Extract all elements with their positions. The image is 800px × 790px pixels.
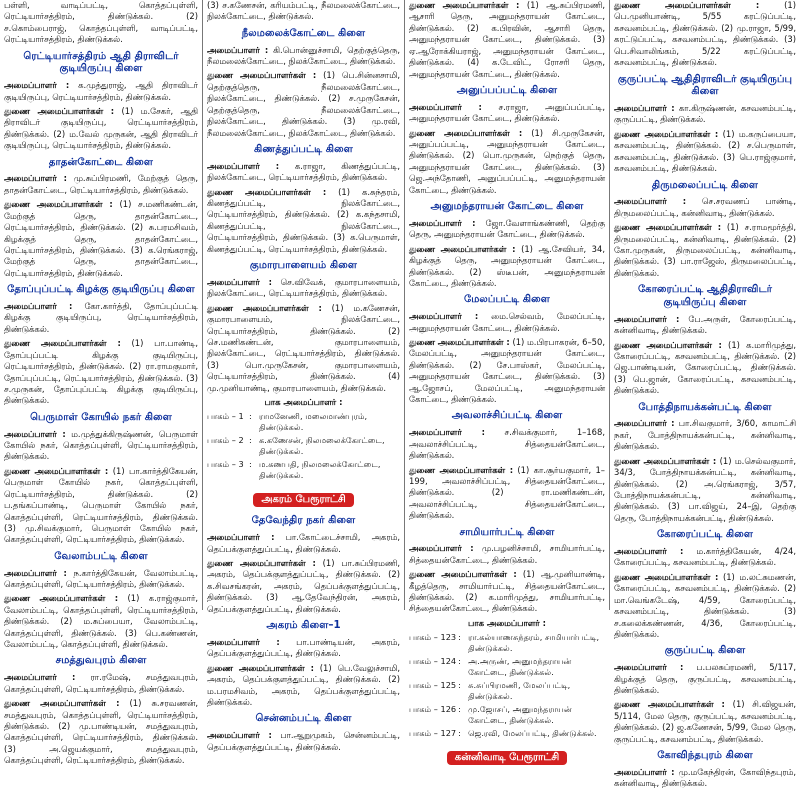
table-row: பாகம் – 2 : க.கணேசன், நிலமலைக்கோட்டை, திண்டுக்கல். (207, 435, 400, 459)
deputy-organizers-paragraph: துணை அமைப்பாளர்கள் : (1) ம.லட்சுமணன், கோரைப்பட்டி, கசவனம்பட்டி, திண்டுக்கல். (2) மா.வெங்கடேஷ், 4/59, கோரைப்பட்டி, கசவனம்பட்டி, திண்டுக்கல். (3) ச.கலைக்கண்ணன், 4/36, கோரைப்பட்டி, திண்டுக்கல். (614, 571, 796, 639)
ward-table (409, 632, 605, 742)
section-heading: குருப்பட்டி கிளை (664, 645, 746, 657)
organizer-paragraph: அமைப்பாளர் : மு.பழனிச்சாமி, சாமியார்பட்டி, சித்தையன்கோட்டை, திண்டுக்கல். (409, 543, 605, 565)
column-3 (405, 0, 610, 764)
section-heading: திருமலைப்பட்டி கிளை (651, 179, 759, 191)
ward-number: பாகம் – 127 (409, 728, 457, 739)
ward-caption: பாக அமைப்பாளர் : (468, 617, 546, 628)
organizer-paragraph: அமைப்பாளர் : ரா.ரமேஷ், சமத்துவபுரம், கொத்தப்புள்ளி, ரெட்டியார்சத்திரம், திண்டுக்கல். (4, 672, 198, 694)
ward-organizer: ஜெ.ரவி, மேலப்பட்டி, திண்டுக்கல். (468, 728, 597, 739)
ward-number: பாகம் – 1 (207, 411, 244, 422)
ward-number: பாகம் – 2 (207, 435, 244, 446)
ward-organizer: மு.ஜோசப், அனுமந்தராயன் கோட்டை, திண்டுக்கல். (468, 704, 572, 726)
organizer-paragraph: அமைப்பாளர் : மை.செல்வம், மேலப்பட்டி, அனுமந்தராயன் கோட்டை, திண்டுக்கல். (409, 311, 605, 333)
section-heading: குருப்பட்டி ஆதிதிராவிடர் குடியிருப்பு கிளை (617, 73, 793, 98)
table-row: பாகம் – 126 : மு.ஜோசப், அனுமந்தராயன் கோட்டை, திண்டுக்கல். (409, 704, 605, 728)
section-heading: கிணத்துப்பட்டி கிளை (254, 143, 353, 155)
table-row: பாகம் – 127 : ஜெ.ரவி, மேலப்பட்டி, திண்டுக்கல். (409, 728, 605, 741)
organizer-paragraph: அமைப்பாளர் : பே.அருள், கோரைப்பட்டி, கன்னிவாடி, திண்டுக்கல். (614, 313, 796, 336)
deputy-organizers-paragraph: துணை அமைப்பாளர்கள் : (1) க.மாரிமுத்து, கோரைப்பட்டி, கசவனம்பட்டி, திண்டுக்கல். (2) ஜெ.பாண்டியன், கோரைப்பட்டி, திண்டுக்கல். (3) பெ.ஜான், கோரைப்பட்டி, கசவனம்பட்டி, திண்டுக்கல். (614, 339, 796, 396)
column-4 (610, 0, 800, 789)
organizer-paragraph: அமைப்பாளர் : ம.கார்த்திகேயன், 4/24, கோரைப்பட்டி, கசவனம்பட்டி, திண்டுக்கல். (614, 546, 796, 568)
deputy-organizers-paragraph: துணை அமைப்பாளர்கள் : (1) பா.கார்த்திகேயன், பெருமாள் கோயில் நகர், கொத்தப்புள்ளி, ரெட்டியார்சத்திரம், திண்டுக்கல். (2) ப.தங்கப்பாண்டி, பெருமாள் கோயில் நகர், கொத்தப்புள்ளி, ரெட்டியார்சத்திரம், திண்டுக்கல். (3) மு.சிவக்குமார், பெருமாள் கோயில் நகர், கொத்தப்புள்ளி, ரெட்டியார்சத்திரம், திண்டுக்கல். (4, 465, 198, 545)
organizer-paragraph: அமைப்பாளர் : மு.மகேந்திரன், கோவிந்தபுரம், கன்னிவாடி, திண்டுக்கல். (614, 766, 796, 789)
column-1 (0, 0, 203, 766)
ward-number: பாகம் – 126 (409, 704, 457, 715)
ward-number: பாகம் – 123 (409, 631, 457, 642)
deputy-organizers-paragraph: துணை அமைப்பாளர்கள் : (1) பெ.முனியாண்டி, 5/55 கரட்டுப்பட்டி, கசவனம்பட்டி, திண்டுக்கல். (2) மு.ராஜா, 5/99, கரட்டுப்பட்டி, கசவனம்பட்டி, திண்டுக்கல். (3) பெ.சிவாலிங்கம், 5/22 கரட்டுப்பட்டி, கசவனம்பட்டி, திண்டுக்கல். (614, 0, 797, 68)
deputy-organizers-paragraph: துணை அமைப்பாளர்கள் : (1) ம.பிரபாகரன், 6–50, மேலப்பட்டி, அனுமந்தராயன் கோட்டை, திண்டுக்கல். (2) சே.பாஸ்கர், மேலப்பட்டி, அனுமந்தராயன் கோட்டை, திண்டுக்கல். (3) ஆ.ஜோசப், மேலப்பட்டி, அனுமந்தராயன் கோட்டை, திண்டுக்கல். (409, 336, 605, 405)
ward-organizer: அ.அருண், அனுமந்தராயன் கோட்டை, திண்டுக்கல். (468, 656, 572, 678)
section-heading: கோரைப்பட்டி கிளை (656, 529, 754, 541)
organizer-paragraph: அமைப்பாளர் : மு.சுப்பிரமணி, மேற்குத் தெரு, தாதன்கோட்டை, ரெட்டியார்சத்திரம், திண்டுக்கல். (4, 173, 198, 195)
organizer-paragraph: அமைப்பாளர் : க.முத்துராஜ், ஆதி திராவிடர் குடியிருப்பு, ரெட்டியார்சத்திரம், திண்டுக்கல். (4, 80, 198, 102)
organizer-paragraph: அமைப்பாளர் : ந.கார்த்திகேயன், வேலாம்பட்டி, கொத்தப்புள்ளி, ரெட்டியார்சத்திரம், திண்டுக்கல். (4, 567, 198, 589)
organizer-paragraph: அமைப்பாளர் : ச.ராஜா, அனுப்பப்பட்டி, அனுமந்தராயன் கோட்டை, திண்டுக்கல். (409, 101, 605, 124)
organizer-paragraph: அமைப்பாளர் : பா.பாண்டியன், அகரம், தெப்பக்குளத்துப்பட்டி, திண்டுக்கல். (207, 636, 400, 659)
section-heading: தேவேந்திர நகர் கிளை (251, 515, 356, 527)
deputy-organizers-paragraph: துணை அமைப்பாளர்கள் : (1) ம.கணேசன், குமாரபாளையம், நிலக்கோட்டை, ரெட்டியார்சத்திரம், திண்டுக்கல். (2) செ.மணிகண்டன், குமாரபாளையம், நிலக்கோட்டை, ரெட்டியார்சத்திரம், திண்டுக்கல். (3) பொ.முருகேசன், குமாரபாளையம், ரெட்டியார்சத்திரம், திண்டுக்கல். (4) மு.முனியாண்டி, குமாரபாளையம், திண்டுக்கல். (207, 302, 400, 393)
section-heading: குமாரபாளையம் கிளை (249, 260, 358, 272)
table-row: பாகம் – 123 : ரா.கல்யாணசுந்தரம், சாமியார்பட்டி, திண்டுக்கல். (409, 632, 605, 656)
section-heading: தோப்புப்பட்டி கிழக்கு குடியிருப்பு கிளை (7, 284, 195, 296)
section-heading: நீலமலைக்கோட்டை கிளை (241, 27, 366, 39)
section-heading: அவலாச்சிப்பட்டி கிளை (451, 410, 563, 422)
ward-organizer: ராமனேணி, மலைமாண்புரம், திண்டுக்கல். (259, 411, 368, 433)
organizer-paragraph: அமைப்பாளர் : ப.பலசுப்ரமணி, 5/117, கிழக்குத் தெரு, குருப்பட்டி, கசவனம்பட்டி, திண்டுக்கல். (614, 662, 796, 695)
organizer-paragraph: அமைப்பாளர் : ச.சிவக்குமார், 1–168, அவலாச்சிப்பட்டி, சித்தையன்கோட்டை, திண்டுக்கல். (409, 427, 605, 461)
deputy-organizers-paragraph: துணை அமைப்பாளர்கள் : (1) கா.சூர்யகுமார், 1–199, அவலாச்சிப்பட்டி, சித்தையன்கோட்டை, திண்டுக்கல். (2) ரா.மணிகண்டன், அவலாச்சிப்பட்டி, சித்தையன்கோட்டை, திண்டுக்கல். (409, 464, 605, 521)
deputy-organizers-paragraph: துணை அமைப்பாளர்கள் : (1) ச.ராமமூர்த்தி, திருமலைப்பட்டி, கன்னிவாடி, திண்டுக்கல். (2) கோ.முருகன், திருமலைப்பட்டி, கன்னிவாடி, திண்டுக்கல். (3) பா.ராஜேஸ், திருமலைப்பட்டி, திண்டுக்கல். (614, 222, 796, 278)
deputy-organizers-paragraph: துணை அமைப்பாளர்கள் : (1) ம.சேகர், ஆதி திராவிடர் குடியிருப்பு, ரெட்டியார்சத்திரம், திண்டுக்கல். (2) ம.வேல் முருகன், ஆதி திராவிடர் குடியிருப்பு, ரெட்டியார்சத்திரம், திண்டுக்கல். (4, 106, 198, 151)
section-heading: பெருமாள் கோயில் நகர் கிளை (30, 411, 172, 423)
section-heading: சமத்துவபுரம் கிளை (55, 655, 147, 667)
organizer-paragraph: அமைப்பாளர் : செ.சரவணப் பாண்டி, திருமலைப்பட்டி, கன்னிவாடி, திண்டுக்கல். (614, 196, 796, 218)
deputy-organizers-paragraph: துணை அமைப்பாளர்கள் : (1) பெ.சின்னசாமி, தெற்குத்தெரு, நீலமலைக்கோட்டை, நிலக்கோட்டை, திண்டுக்கல். (2) ச.முருகேசன், தெற்குத்தெரு, நீலமலைக்கோட்டை, நிலக்கோட்டை, திண்டுக்கல். (3) மு.ரவி, நீலமலைக்கோட்டை, நிலக்கோட்டை, திண்டுக்கல். (207, 70, 401, 138)
deputy-organizers-paragraph: துணை அமைப்பாளர்கள் : (1) சு.சரவணன், சமத்துவபுரம், கொத்தப்புள்ளி, ரெட்டியார்சத்திரம், திண்டுக்கல். (2) மு.பாண்டியன், சமத்துவபுரம், கொத்தப்புள்ளி, ரெட்டியார்சத்திரம், திண்டுக்கல். (3) அ.ஜெயக்குமார், சமத்துவபுரம், கொத்தப்புள்ளி, ரெட்டியார்சத்திரம், திண்டுக்கல். (4, 698, 199, 766)
ward-number: பாகம் – 125 (409, 680, 457, 691)
deputy-organizers-paragraph: துணை அமைப்பாளர்கள் : (1) பா.சுப்பிரமணி, அகரம், தெப்பக்குளத்துப்பட்டி, திண்டுக்கல். (2) க.சிவசங்கரன், அகரம், தெப்பக்குளத்துப்பட்டி, திண்டுக்கல். (3) ஆ.தேவேந்திரன், அகரம், தெப்பக்குளத்துப்பட்டி, திண்டுக்கல். (207, 558, 400, 614)
ward-number: பாகம் – 124 (409, 656, 457, 667)
ward-table (207, 411, 400, 483)
organizer-paragraph: அமைப்பாளர் : கா.கிருஷ்ணன், கசவனம்பட்டி, குருப்பட்டி, திண்டுக்கல். (614, 103, 796, 125)
organizer-paragraph: அமைப்பாளர் : கோ.கார்த்தி, தோப்புப்பட்டி கிழக்கு குடியிருப்பு, ரெட்டியார்சத்திரம், திண்டுக்கல். (4, 301, 198, 334)
paragraph: பள்ளி, வாடிப்பட்டி, கொத்தப்புள்ளி, ரெட்டியார்சத்திரம், திண்டுக்கல். (2) ச.கொம்பைராஜ், கொத்தப்புள்ளி, வாடிப்பட்டி, ரெட்டியார்சத்திரம், திண்டுக்கல். (4, 0, 198, 45)
deputy-organizers-paragraph: துணை அமைப்பாளர்கள் : (1) ஆ.சுப்பிரமணி, ஆசாரி தெரு, அனுமந்தராயன் கோட்டை, திண்டுக்கல். (2) க.பிரவின், ஆசாரி தெரு, அனுமந்தராயன் கோட்டை, திண்டுக்கல். (3) ஏ.ஆரோக்கியராஜ், அனுமந்தராயன் கோட்டை, திண்டுக்கல். (4) க.டேவிட், ரோசரி தெரு, அனுமந்தராயன் கோட்டை, திண்டுக்கல். (409, 0, 605, 79)
section-heading: கோரைப்பட்டி ஆதிதிராவிடர் குடியிருப்பு கிளை (637, 284, 773, 309)
union-banner: கன்னிவாடி பேரூராட்சி (447, 751, 567, 765)
deputy-organizers-paragraph: துணை அமைப்பாளர்கள் : (1) ம.கருப்பையா, கசவனம்பட்டி, திண்டுக்கல். (2) ச.பெருமாள், கசவனம்பட்டி, திண்டுக்கல். (3) பெ.ராஜ்குமார், கசவனம்பட்டி, திண்டுக்கல். (614, 128, 796, 174)
section-heading: சென்னம்பட்டி கிளை (255, 713, 352, 725)
union-banner: அகரம் பேரூராட்சி (253, 493, 353, 507)
organizer-paragraph: அமைப்பாளர் : ஜோ.வேளாங்கண்ணி, தெற்கு தெரு, அனுமந்தராயன் கோட்டை, திண்டுக்கல். (409, 217, 605, 240)
organizer-paragraph: அமைப்பாளர் : பா.கோட்டைச்சாமி, அகரம், தெப்பக்குளத்துப்பட்டி, திண்டுக்கல். (207, 532, 400, 554)
deputy-organizers-paragraph: துணை அமைப்பாளர்கள் : (1) பா.பாண்டி, தோப்புப்பட்டி கிழக்கு குடியிருப்பு, ரெட்டியார்சத்திரம், திண்டுக்கல். (2) ரா.ராமகுமார், தோப்புப்பட்டி, ரெட்டியார்சத்திரம், திண்டுக்கல். (3) ச.முருகன், தோப்புப்பட்டி கிழக்கு குடியிருப்பு, திண்டுக்கல். (4, 338, 198, 406)
ward-organizer: சு.சுப்பிரமணி, மேலப்பட்டி, திண்டுக்கல். (468, 680, 571, 702)
section-heading: அனுமந்தராயன் கோட்டை கிளை (430, 201, 584, 213)
section-heading: அனுப்பப்பட்டி கிளை (456, 84, 558, 96)
organizer-paragraph: அமைப்பாளர் : க.ராஜா, கிணத்துப்பட்டி, நிலக்கோட்டை, ரெட்டியார்சத்திரம், திண்டுக்கல். (207, 160, 401, 183)
deputy-organizers-paragraph: துணை அமைப்பாளர்கள் : (1) ஆ.சேவியர், 34, கிழக்குத் தெரு, அனுமந்தராயன் கோட்டை, திண்டுக்கல். (2) ஸ்டீபன், அனுமந்தராயன் கோட்டை, திண்டுக்கல். (409, 243, 605, 288)
section-heading: அகரம் கிளை–1 (266, 620, 341, 632)
deputy-organizers-paragraph: துணை அமைப்பாளர்கள் : (1) சி.விஜயன், 5/114, மேல தெரு, குருப்பட்டி, கசவனம்பட்டி, திண்டுக்கல். (2) ஜ.கணேசன், 5/99, மேல தெரு, குருப்பட்டி, கசவனம்பட்டி, திண்டுக்கல். (614, 699, 797, 744)
table-row: பாகம் – 1 : ராமனேணி, மலைமாண்புரம், திண்டுக்கல். (207, 411, 400, 435)
ward-number: பாகம் – 3 (207, 459, 244, 470)
deputy-organizers-paragraph: துணை அமைப்பாளர்கள் : (1) க.சுந்தரம், கிணத்துப்பட்டி, நிலக்கோட்டை, ரெட்டியார்சத்திரம், திண்டுக்கல். (2) க.கந்தசாமி, கிணத்துப்பட்டி, நிலக்கோட்டை, ரெட்டியார்சத்திரம், திண்டுக்கல். (3) க.பெருமாள், கிணத்துப்பட்டி, ரெட்டியார்சத்திரம், திண்டுக்கல். (207, 186, 401, 254)
deputy-organizers-paragraph: துணை அமைப்பாளர்கள் : (1) ஆ.முனியாண்டி, கீழத்தெரு, சாமியார்பட்டி, சித்தையன்கோட்டை, திண்டுக்கல். (2) க.மாரிமுத்து, சாமியார்பட்டி, சித்தையன்கோட்டை, திண்டுக்கல். (409, 569, 605, 614)
organizer-paragraph: அமைப்பாளர் : பா.சிவகுமார், 3/60, காமாட்சி நகர், போத்திநாயக்கன்பட்டி, கன்னிவாடி, திண்டுக்கல். (614, 418, 796, 452)
table-row: பாகம் – 125 : சு.சுப்பிரமணி, மேலப்பட்டி, திண்டுக்கல். (409, 680, 605, 704)
section-heading: வேலாம்பட்டி கிளை (54, 550, 148, 562)
section-heading: தாதன்கோட்டை கிளை (48, 156, 154, 168)
deputy-organizers-paragraph: துணை அமைப்பாளர்கள் : (1) பெ.வேலுச்சாமி, அகரம், தெப்பக்குளத்துப்பட்டி, திண்டுக்கல். (2) ம.பரமசிவம், அகரம், தெப்பக்குளத்துப்பட்டி, திண்டுக்கல். (207, 662, 400, 707)
deputy-organizers-paragraph: துணை அமைப்பாளர்கள் : (1) க.ராஜ்குமார், வேலாம்பட்டி, கொத்தப்புள்ளி, ரெட்டியார்சத்திரம், திண்டுக்கல். (2) ம.சுப்பையா, வேலாம்பட்டி, கொத்தப்புள்ளி, திண்டுக்கல். (3) பெ.கண்ணன், வேலாம்பட்டி, கொத்தப்புள்ளி, திண்டுக்கல். (4, 593, 198, 650)
section-heading: கோவிந்தபுரம் கிளை (657, 750, 753, 762)
organizer-paragraph: அமைப்பாளர் : கி.பொன்னுச்சாமி, தெற்குத்தெரு, நீலமலைக்கோட்டை, நிலக்கோட்டை, திண்டுக்கல். (207, 44, 400, 67)
organizer-paragraph: அமைப்பாளர் : செ.விவேக், குமாரபாளையம், நிலக்கோட்டை, ரெட்டியார்சத்திரம், திண்டுக்கல். (207, 276, 400, 299)
ward-caption: பாக அமைப்பாளர் : (264, 397, 343, 408)
table-row: பாகம் – 124 : அ.அருண், அனுமந்தராயன் கோட்டை, திண்டுக்கல். (409, 656, 605, 680)
organizer-paragraph: அமைப்பாளர் : பா.ஆறுமுகம், சென்னம்பட்டி, தெப்பக்குளத்துப்பட்டி, திண்டுக்கல். (207, 730, 401, 752)
ward-organizer: ம.கணபதி, நிலமலைக்கோட்டை, திண்டுக்கல். (259, 459, 381, 481)
ward-organizer: ரா.கல்யாணசுந்தரம், சாமியார்பட்டி, திண்டுக்கல். (468, 631, 600, 653)
organizer-paragraph: அமைப்பாளர் : ம.முத்துக்கிருஷ்ணன், பெருமாள் கோயில் நகர், கொத்தப்புள்ளி, ரெட்டியார்சத்திரம், திண்டுக்கல். (4, 428, 198, 462)
ward-organizer: க.கணேசன், நிலமலைக்கோட்டை, திண்டுக்கல். (259, 435, 385, 457)
paragraph: (3) ச.கணேசன், கரியம்பட்டி, நீலமலைக்கோட்டை, நிலக்கோட்டை, திண்டுக்கல். (207, 0, 400, 22)
column-2 (203, 0, 405, 752)
deputy-organizers-paragraph: துணை அமைப்பாளர்கள் : (1) சி.முருகேசன், அனுப்பப்பட்டி, அனுமந்தராயன் கோட்டை, திண்டுக்கல். (2) பொ.முருகன், நெற்குத் தெரு, அனுமந்தராயன் கோட்டை, திண்டுக்கல். (3) ஜெ.அந்தோணி, அனுப்பப்பட்டி, அனுமந்தராயன் கோட்டை, திண்டுக்கல். (409, 127, 605, 195)
section-heading: போத்திநாயக்கன்பட்டி கிளை (638, 401, 772, 413)
deputy-organizers-paragraph: துணை அமைப்பாளர்கள் : (1) ம.செல்வகுமார், 34/3, போத்திநாயக்கன்பட்டி, கன்னிவாடி, திண்டுக்கல். (2) அ.ரெங்கராஜ், 3/57, போத்திநாயக்கன்பட்டி, கன்னிவாடி, திண்டுக்கல். (3) பா.விஜய், 24–இ, தெற்கு தெரு, போத்திநாயக்கன்பட்டி, திண்டுக்கல். (614, 455, 797, 523)
section-heading: சாமியார்பட்டி கிளை (459, 526, 555, 538)
deputy-organizers-paragraph: துணை அமைப்பாளர்கள் : (1) ச.மணிகண்டன், மேற்குத் தெரு, தாதன்கோட்டை, ரெட்டியார்சத்திரம், திண்டுக்கல். (2) சு.பரமசிவம், கிழக்குத் தெரு, தாதன்கோட்டை, ரெட்டியார்சத்திரம், திண்டுக்கல். (3) க.ரெங்கராஜ், மேற்குத் தெரு, தாதன்கோட்டை, ரெட்டியார்சத்திரம், திண்டுக்கல். (4, 199, 198, 278)
table-row: பாகம் – 3 : ம.கணபதி, நிலமலைக்கோட்டை, திண்டுக்கல். (207, 459, 400, 483)
section-heading: ரெட்டியார்சத்திரம் ஆதி திராவிடர் குடியிருப்பு கிளை (23, 50, 179, 75)
section-heading: மேலப்பட்டி கிளை (464, 294, 550, 306)
